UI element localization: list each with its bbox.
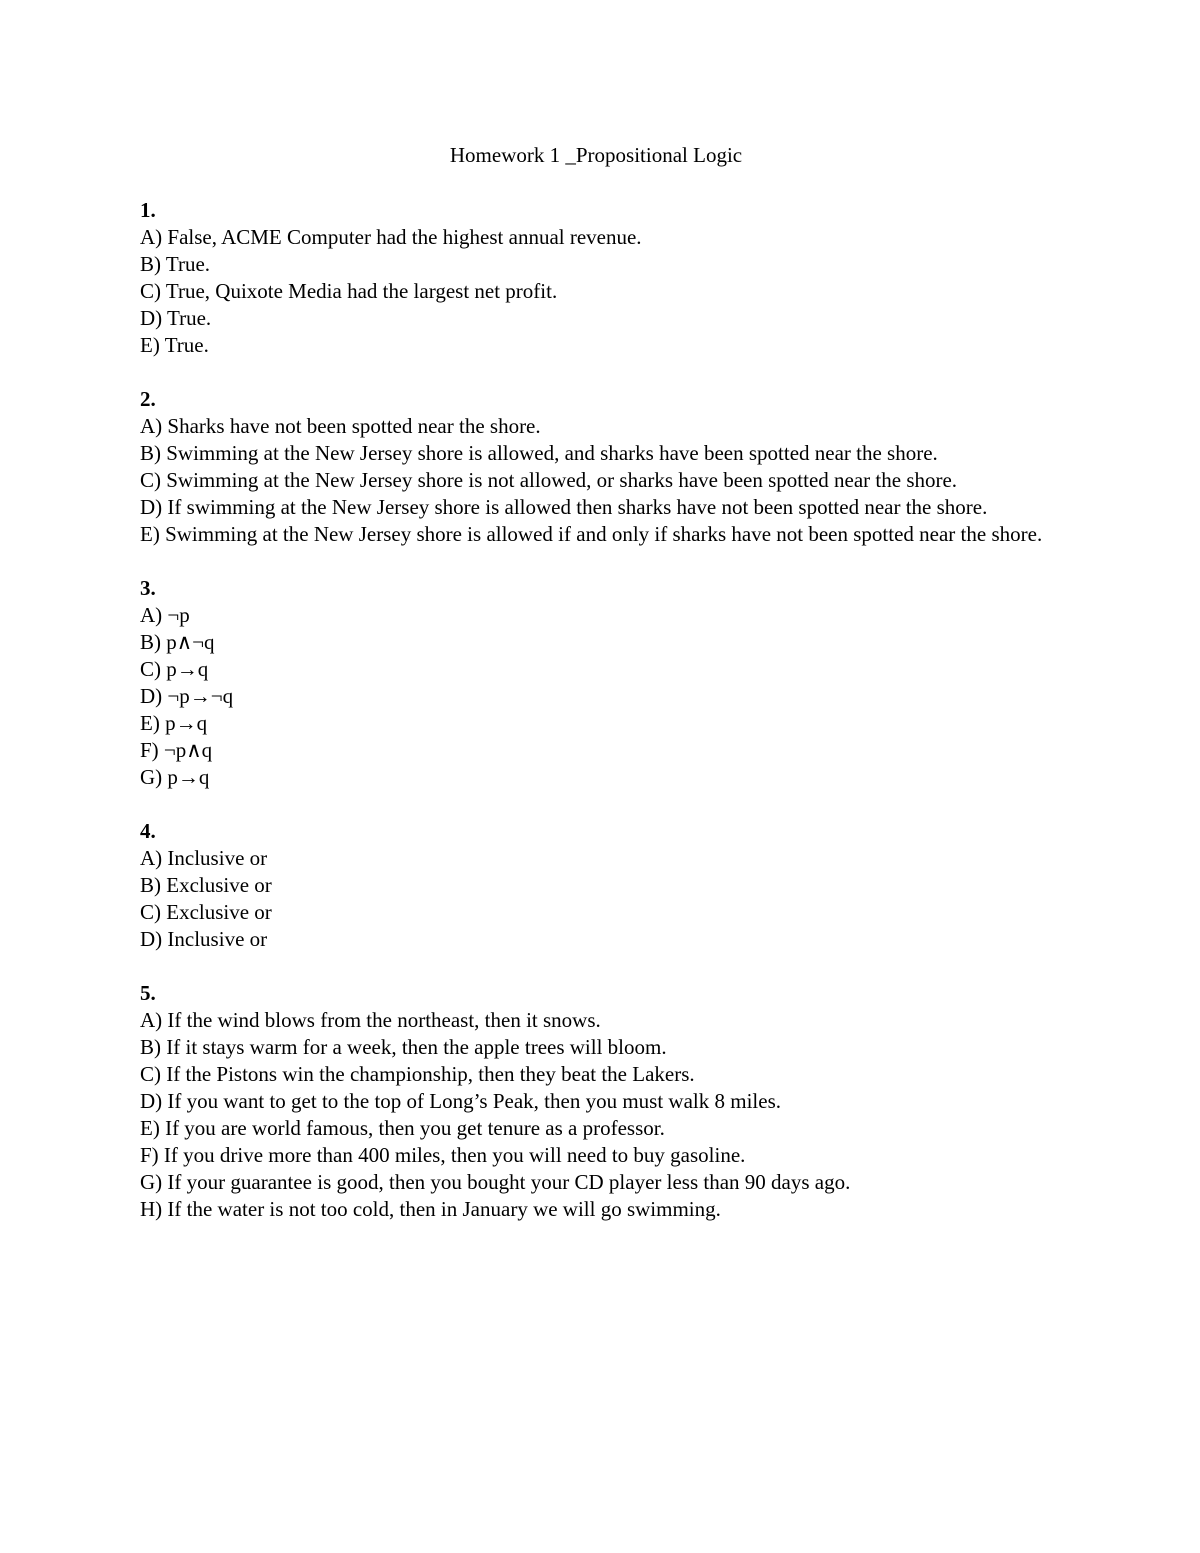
answer-line: F) If you drive more than 400 miles, then you will need to buy gasoline. [140,1143,746,1167]
answer-line: D) True. [140,306,212,330]
answer-line: D) If swimming at the New Jersey shore is allowed then sharks have not been spotted near the shore. [140,495,988,519]
answer-line: E) p→q [140,711,208,735]
document-title: Homework 1 _Propositional Logic [449,143,743,167]
answer-line: D) If you want to get to the top of Long’s Peak, then you must walk 8 miles. [140,1089,781,1113]
question-number: 1. [140,198,156,222]
document-body [140,197,1070,1250]
answer-line: E) Swimming at the New Jersey shore is allowed if and only if sharks have not been spotted near the shore. [140,522,1043,546]
answer-line: A) False, ACME Computer had the highest annual revenue. [140,225,642,249]
question-number: 2. [140,387,156,411]
answer-line: C) Swimming at the New Jersey shore is not allowed, or sharks have been spotted near the shore. [140,468,958,492]
answer-line: C) Exclusive or [140,900,272,924]
answer-line: A) ¬p [140,603,190,627]
answer-line: B) Swimming at the New Jersey shore is allowed, and sharks have been spotted near the shore. [140,441,938,465]
question-number: 5. [140,981,156,1005]
answer-line: A) Sharks have not been spotted near the shore. [140,414,541,438]
question-number: 4. [140,819,156,843]
question-number: 3. [140,576,156,600]
answer-line: E) If you are world famous, then you get tenure as a professor. [140,1116,665,1140]
question-2 [140,386,1070,548]
answer-line: C) p→q [140,657,209,681]
answer-line: G) p→q [140,765,210,789]
answer-line: B) If it stays warm for a week, then the apple trees will bloom. [140,1035,667,1059]
answer-line: D) ¬p→¬q [140,684,234,708]
answer-line: A) Inclusive or [140,846,268,870]
question-5 [140,980,1070,1223]
question-1 [140,197,1070,359]
answer-line: B) True. [140,252,211,276]
answer-line: B) Exclusive or [140,873,272,897]
answer-line: F) ¬p∧q [140,738,213,762]
answer-line: D) Inclusive or [140,927,268,951]
answer-line: G) If your guarantee is good, then you bought your CD player less than 90 days ago. [140,1170,851,1194]
answer-line: A) If the wind blows from the northeast, then it snows. [140,1008,601,1032]
answer-line: C) If the Pistons win the championship, then they beat the Lakers. [140,1062,695,1086]
answer-line: B) p∧¬q [140,630,215,654]
answer-line: E) True. [140,333,209,357]
question-4 [140,818,1070,953]
question-3 [140,575,1070,791]
answer-line: C) True, Quixote Media had the largest net profit. [140,279,558,303]
answer-line: H) If the water is not too cold, then in January we will go swimming. [140,1197,721,1221]
